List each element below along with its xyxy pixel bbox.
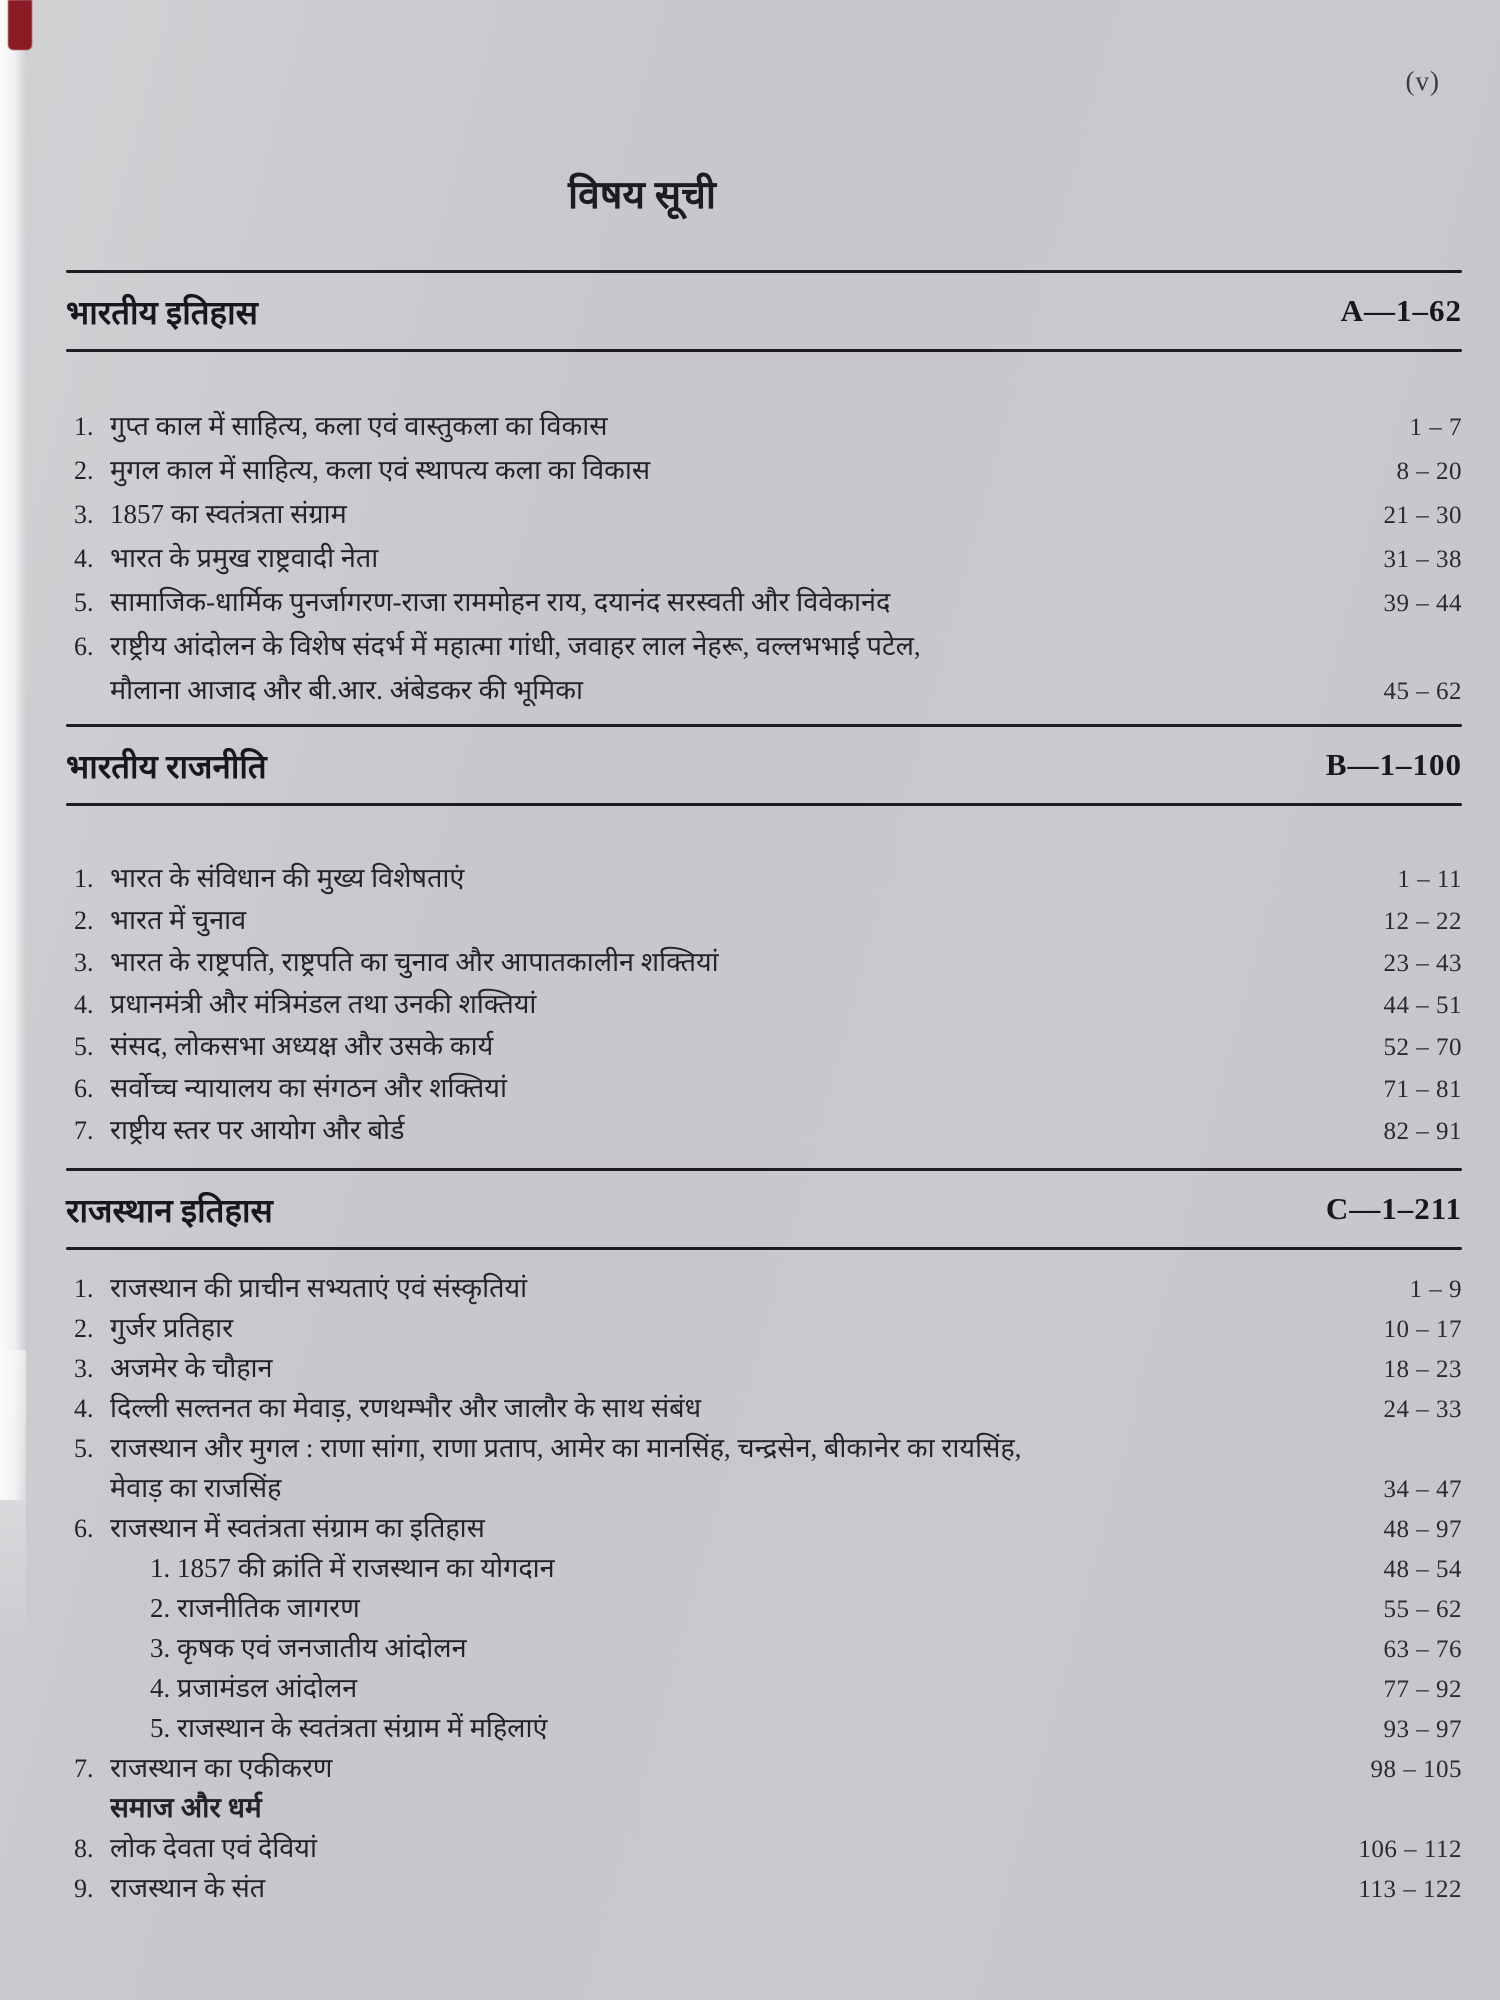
section-header — [66, 727, 1462, 803]
item-page-range: 21 – 30 — [1383, 502, 1462, 529]
item-title: प्रधानमंत्री और मंत्रिमंडल तथा उनकी शक्तियां — [110, 989, 537, 1019]
item-title: 1857 का स्वतंत्रता संग्राम — [110, 499, 347, 529]
section-page-range: B—1–100 — [1325, 747, 1462, 782]
item-title: संसद, लोकसभा अध्यक्ष और उसके कार्य — [110, 1031, 494, 1061]
item-number: 5. — [74, 1032, 94, 1061]
toc-row — [66, 1026, 1462, 1068]
item-title: 5. राजस्थान के स्वतंत्रता संग्राम में महिलाएं — [150, 1713, 548, 1743]
item-number: 3. — [74, 1354, 94, 1383]
item-title: गुप्त काल में साहित्य, कला एवं वास्तुकला का विकास — [110, 411, 608, 441]
page-title: विषय सूची — [568, 174, 716, 217]
item-number: 1. — [74, 864, 94, 893]
toc-row — [66, 450, 1462, 494]
scanner-page-edge-fade — [0, 1350, 26, 1650]
item-number: 6. — [74, 1074, 94, 1103]
toc-row — [66, 1428, 1462, 1468]
toc-row — [66, 626, 1462, 670]
item-page-range: 63 – 76 — [1383, 1636, 1462, 1663]
toc-row — [66, 1628, 1462, 1668]
item-title: राजस्थान में स्वतंत्रता संग्राम का इतिहास — [110, 1513, 485, 1543]
item-number: 2. — [74, 906, 94, 935]
divider-rule — [66, 803, 1462, 806]
item-title: राजस्थान का एकीकरण — [110, 1753, 333, 1783]
item-page-range: 98 – 105 — [1370, 1756, 1462, 1783]
toc-row — [66, 1308, 1462, 1348]
item-page-range: 31 – 38 — [1383, 546, 1462, 573]
item-title: राष्ट्रीय स्तर पर आयोग और बोर्ड — [110, 1115, 405, 1145]
toc-row — [66, 1748, 1462, 1788]
item-number: 2. — [74, 456, 94, 485]
toc-row — [66, 1268, 1462, 1308]
item-number: 6. — [74, 1514, 94, 1543]
toc-row — [66, 1788, 1462, 1828]
item-title: अजमेर के चौहान — [110, 1353, 273, 1383]
toc-row — [66, 1708, 1462, 1748]
item-number: 2. — [74, 1314, 94, 1343]
toc-row — [66, 494, 1462, 538]
item-number: 1. — [74, 412, 94, 441]
item-number: 3. — [74, 948, 94, 977]
toc-row — [66, 1588, 1462, 1628]
item-title: दिल्ली सल्तनत का मेवाड़, रणथम्भौर और जालौर के साथ संबंध — [110, 1393, 702, 1423]
toc-row — [66, 538, 1462, 582]
item-page-range: 52 – 70 — [1383, 1034, 1462, 1061]
item-number: 1. — [74, 1274, 94, 1303]
item-title: राष्ट्रीय आंदोलन के विशेष संदर्भ में महात्मा गांधी, जवाहर लाल नेहरू, वल्लभभाई पटेल, — [110, 631, 921, 661]
item-title: राजस्थान की प्राचीन सभ्यताएं एवं संस्कृतियां — [110, 1273, 528, 1303]
section-rows — [66, 858, 1462, 1152]
toc-row — [66, 1110, 1462, 1152]
section-header — [66, 1171, 1462, 1247]
item-page-range: 1 – 7 — [1409, 414, 1462, 441]
toc-row — [66, 670, 1462, 714]
toc-row — [66, 1348, 1462, 1388]
item-title: राजस्थान और मुगल : राणा सांगा, राणा प्रताप, आमेर का मानसिंह, चन्द्रसेन, बीकानेर का रायसिंह, — [110, 1433, 1022, 1463]
item-page-range: 48 – 54 — [1383, 1556, 1462, 1583]
item-title: 3. कृषक एवं जनजातीय आंदोलन — [150, 1633, 467, 1663]
item-page-range: 12 – 22 — [1383, 908, 1462, 935]
item-page-range: 55 – 62 — [1383, 1596, 1462, 1623]
toc-row — [66, 406, 1462, 450]
item-title: 1. 1857 की क्रांति में राजस्थान का योगदान — [150, 1553, 555, 1583]
section-title: भारतीय राजनीति — [66, 749, 267, 786]
item-title: समाज और धर्म — [110, 1793, 262, 1824]
item-title: सामाजिक-धार्मिक पुनर्जागरण-राजा राममोहन राय, दयानंद सरस्वती और विवेकानंद — [110, 587, 891, 617]
toc-content — [66, 0, 1462, 1908]
item-page-range: 44 – 51 — [1383, 992, 1462, 1019]
item-number: 4. — [74, 544, 94, 573]
toc-row — [66, 1828, 1462, 1868]
section-rows — [66, 406, 1462, 714]
item-title: मेवाड़ का राजसिंह — [110, 1473, 282, 1503]
item-title: भारत के राष्ट्रपति, राष्ट्रपति का चुनाव और आपातकालीन शक्तियां — [110, 947, 719, 977]
toc-row — [66, 1548, 1462, 1588]
item-number: 6. — [74, 632, 94, 661]
item-title: भारत के प्रमुख राष्ट्रवादी नेता — [110, 543, 379, 573]
item-page-range: 1 – 11 — [1397, 866, 1462, 893]
item-title: राजस्थान के संत — [110, 1873, 266, 1903]
item-number: 8. — [74, 1834, 94, 1863]
section-page-range: A—1–62 — [1340, 293, 1462, 328]
toc-section — [66, 270, 1462, 714]
toc-row — [66, 1668, 1462, 1708]
item-page-range: 45 – 62 — [1383, 678, 1462, 705]
toc-row — [66, 984, 1462, 1026]
item-page-range: 23 – 43 — [1383, 950, 1462, 977]
item-number: 3. — [74, 500, 94, 529]
section-title: राजस्थान इतिहास — [66, 1193, 273, 1230]
toc-section — [66, 1168, 1462, 1908]
section-header — [66, 273, 1462, 349]
toc-row — [66, 1468, 1462, 1508]
item-number: 5. — [74, 1434, 94, 1463]
toc-row — [66, 942, 1462, 984]
section-page-range: C—1–211 — [1325, 1191, 1462, 1226]
toc-row — [66, 900, 1462, 942]
item-title: सर्वोच्च न्यायालय का संगठन और शक्तियां — [110, 1073, 507, 1103]
item-number: 9. — [74, 1874, 94, 1903]
item-page-range: 106 – 112 — [1358, 1836, 1462, 1863]
item-title: 4. प्रजामंडल आंदोलन — [150, 1673, 358, 1703]
divider-rule — [66, 1247, 1462, 1250]
section-rows — [66, 1268, 1462, 1908]
divider-rule — [66, 349, 1462, 352]
page-folio: (v) — [1405, 66, 1440, 96]
section-title: भारतीय इतिहास — [66, 295, 258, 332]
item-page-range: 48 – 97 — [1383, 1516, 1462, 1543]
red-edge-mark — [8, 0, 32, 50]
item-page-range: 8 – 20 — [1396, 458, 1462, 485]
toc-section — [66, 724, 1462, 1152]
toc-row — [66, 858, 1462, 900]
item-number: 4. — [74, 990, 94, 1019]
item-title: 2. राजनीतिक जागरण — [150, 1593, 360, 1623]
item-page-range: 71 – 81 — [1383, 1076, 1462, 1103]
item-page-range: 82 – 91 — [1383, 1118, 1462, 1145]
toc-row — [66, 1508, 1462, 1548]
item-page-range: 1 – 9 — [1409, 1276, 1462, 1303]
item-page-range: 10 – 17 — [1383, 1316, 1462, 1343]
item-title: भारत के संविधान की मुख्य विशेषताएं — [110, 863, 465, 893]
toc — [66, 270, 1462, 1908]
item-page-range: 93 – 97 — [1383, 1716, 1462, 1743]
item-number: 7. — [74, 1754, 94, 1783]
item-title: गुर्जर प्रतिहार — [110, 1313, 234, 1343]
item-number: 4. — [74, 1394, 94, 1423]
item-page-range: 24 – 33 — [1383, 1396, 1462, 1423]
item-page-range: 77 – 92 — [1383, 1676, 1462, 1703]
item-page-range: 39 – 44 — [1383, 590, 1462, 617]
item-title: भारत में चुनाव — [110, 905, 247, 935]
item-number: 5. — [74, 588, 94, 617]
toc-row — [66, 1388, 1462, 1428]
item-page-range: 113 – 122 — [1358, 1876, 1462, 1903]
item-title: लोक देवता एवं देवियां — [110, 1833, 317, 1863]
scanner-page-edge — [0, 0, 26, 1500]
item-number: 7. — [74, 1116, 94, 1145]
toc-row — [66, 582, 1462, 626]
item-title: मौलाना आजाद और बी.आर. अंबेडकर की भूमिका — [110, 675, 583, 705]
toc-row — [66, 1868, 1462, 1908]
toc-row — [66, 1068, 1462, 1110]
item-title: मुगल काल में साहित्य, कला एवं स्थापत्य कला का विकास — [110, 455, 651, 485]
item-page-range: 34 – 47 — [1383, 1476, 1462, 1503]
item-page-range: 18 – 23 — [1383, 1356, 1462, 1383]
